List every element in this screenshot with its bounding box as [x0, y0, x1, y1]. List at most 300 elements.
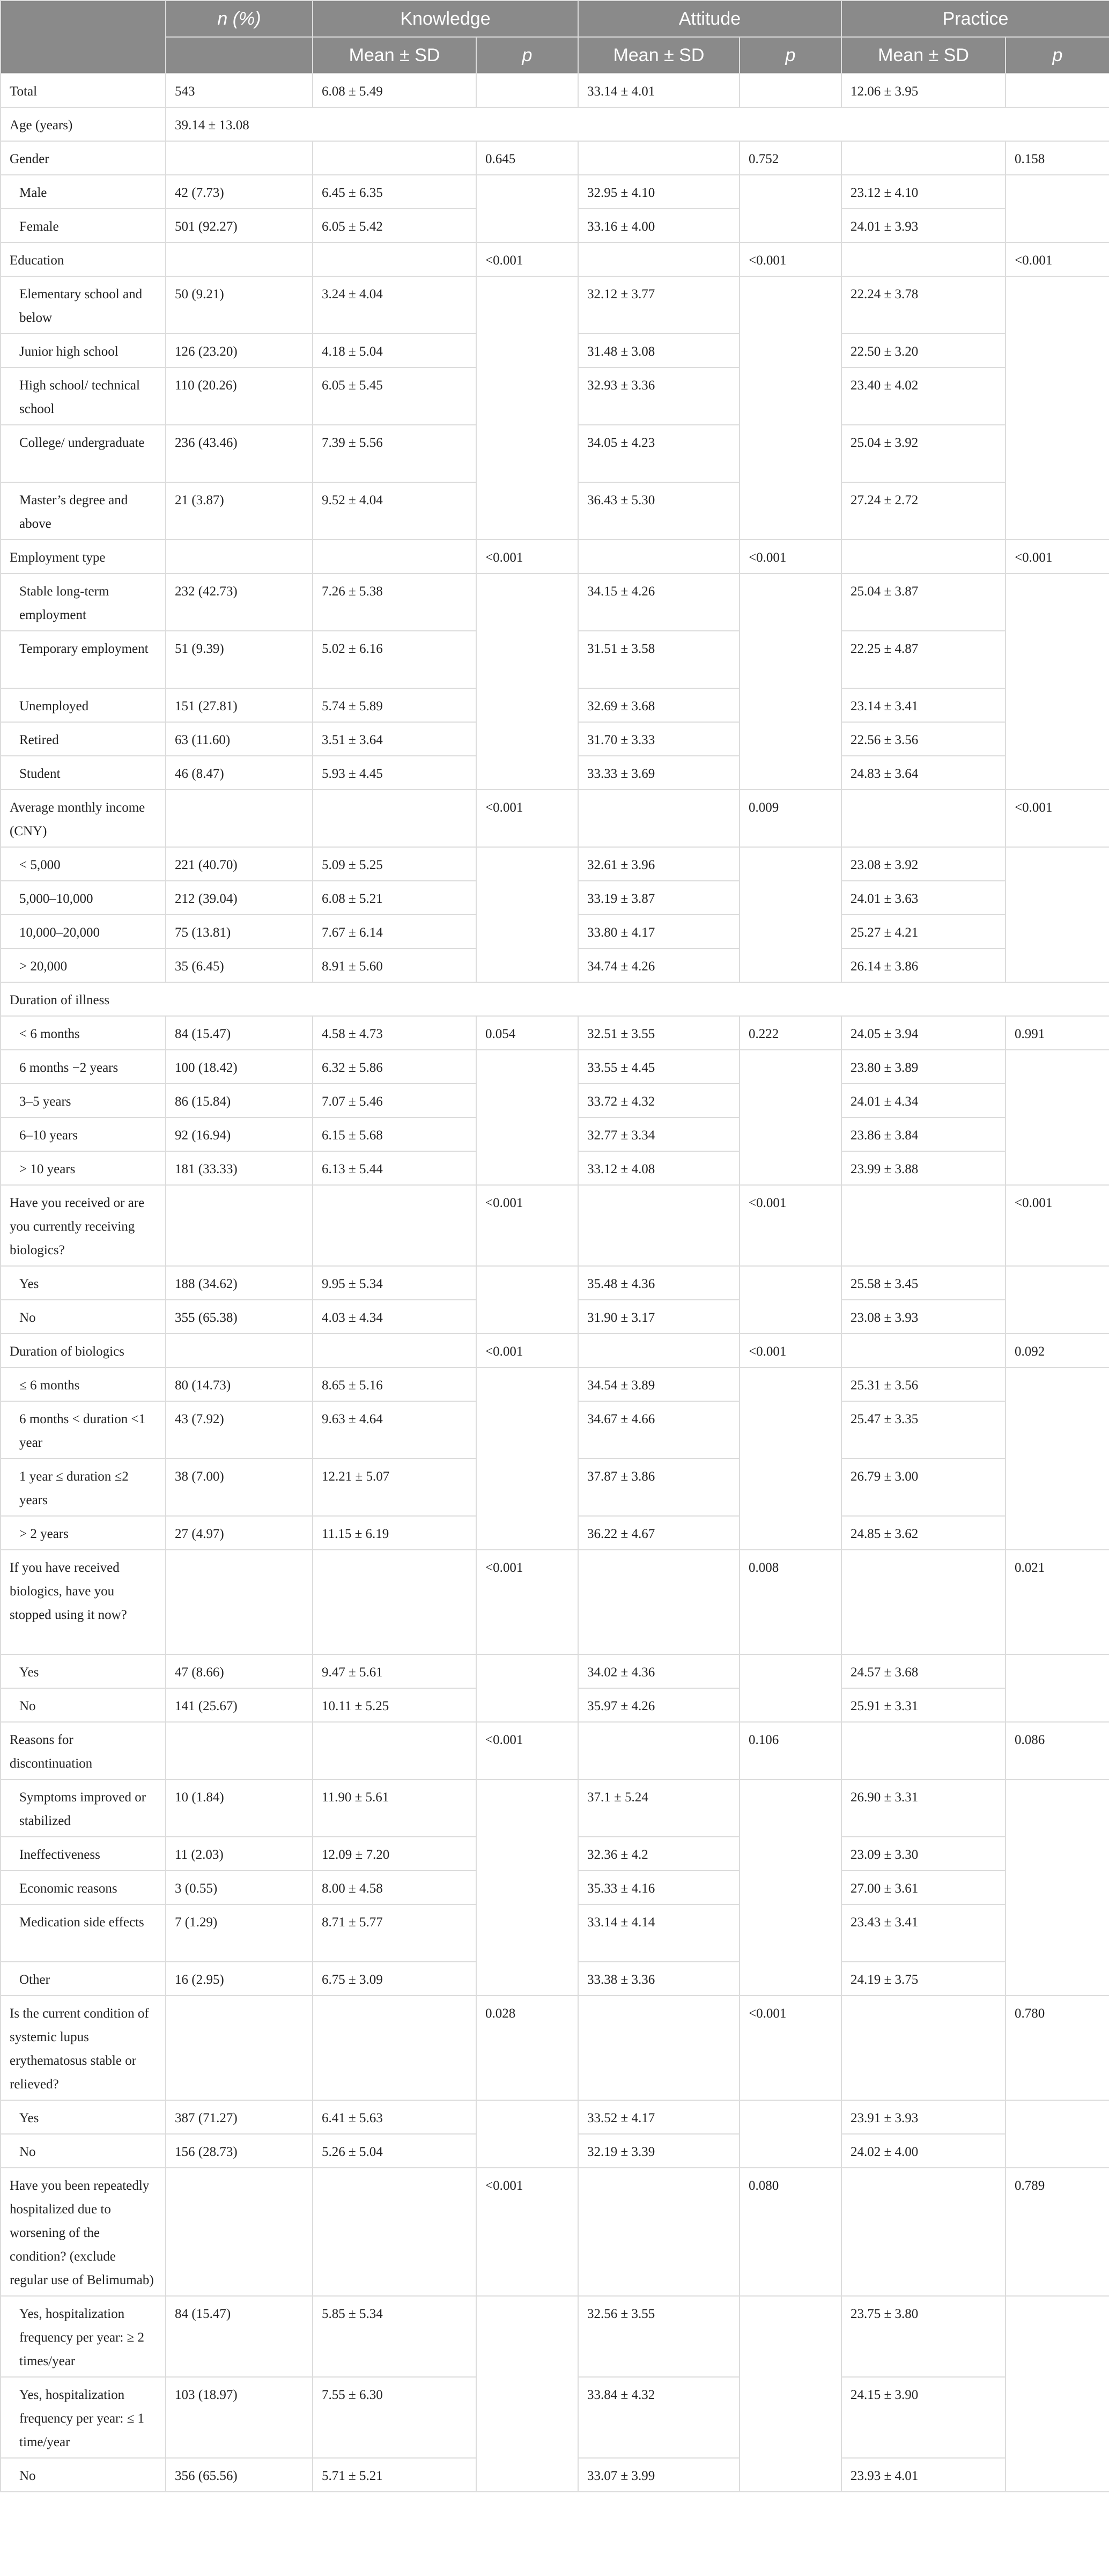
attitude-mean-cell: 31.90 ± 3.17	[578, 1300, 740, 1334]
n-cell: 100 (18.42)	[166, 1050, 313, 1084]
row-label: ≤ 6 months	[1, 1367, 166, 1401]
knowledge-mean-cell: 12.09 ± 7.20	[313, 1837, 476, 1871]
group-label: Duration of biologics	[1, 1334, 166, 1367]
attitude-p-cell	[740, 573, 841, 790]
knowledge-mean-cell: 6.75 ± 3.09	[313, 1962, 476, 1996]
attitude-mean-cell: 33.55 ± 4.45	[578, 1050, 740, 1084]
attitude-mean-cell	[578, 2168, 740, 2296]
practice-mean-cell	[841, 141, 1006, 175]
attitude-mean-cell: 33.14 ± 4.01	[578, 73, 740, 107]
row-label: 6 months −2 years	[1, 1050, 166, 1084]
knowledge-mean-cell: 8.91 ± 5.60	[313, 948, 476, 982]
n-cell: 110 (20.26)	[166, 367, 313, 425]
attitude-p-cell: 0.080	[740, 2168, 841, 2296]
knowledge-p-cell: <0.001	[476, 2168, 578, 2296]
attitude-mean-cell: 32.95 ± 4.10	[578, 175, 740, 209]
knowledge-p-cell	[476, 2296, 578, 2492]
practice-mean-cell: 24.57 ± 3.68	[841, 1654, 1006, 1688]
n-cell: 46 (8.47)	[166, 756, 313, 790]
n-cell: 501 (92.27)	[166, 209, 313, 242]
row-label: Temporary employment	[1, 631, 166, 688]
practice-p-cell: 0.991	[1006, 1016, 1109, 1050]
knowledge-p-cell: <0.001	[476, 1550, 578, 1654]
knowledge-p-cell: <0.001	[476, 790, 578, 847]
knowledge-mean-cell: 6.45 ± 6.35	[313, 175, 476, 209]
practice-mean-cell: 25.31 ± 3.56	[841, 1367, 1006, 1401]
practice-p-cell	[1006, 1266, 1109, 1334]
n-cell: 27 (4.97)	[166, 1516, 313, 1550]
table-row	[1, 982, 1109, 1016]
header-row-sub	[1, 37, 1109, 73]
practice-mean-cell: 24.01 ± 3.93	[841, 209, 1006, 242]
attitude-mean-cell: 33.38 ± 3.36	[578, 1962, 740, 1996]
n-cell: 236 (43.46)	[166, 425, 313, 482]
knowledge-mean-cell: 5.85 ± 5.34	[313, 2296, 476, 2377]
knowledge-mean-cell: 6.41 ± 5.63	[313, 2100, 476, 2134]
header-knowledge-mean: Mean ± SD	[313, 37, 476, 73]
row-label: Medication side effects	[1, 1904, 166, 1962]
knowledge-mean-cell: 7.39 ± 5.56	[313, 425, 476, 482]
row-label: Yes	[1, 2100, 166, 2134]
practice-mean-cell: 23.14 ± 3.41	[841, 688, 1006, 722]
attitude-mean-cell	[578, 1996, 740, 2100]
attitude-p-cell	[740, 1050, 841, 1185]
group-label: Gender	[1, 141, 166, 175]
attitude-mean-cell: 33.52 ± 4.17	[578, 2100, 740, 2134]
practice-p-cell: 0.780	[1006, 1996, 1109, 2100]
practice-mean-cell: 22.24 ± 3.78	[841, 276, 1006, 334]
attitude-p-cell: <0.001	[740, 242, 841, 276]
knowledge-mean-cell: 5.26 ± 5.04	[313, 2134, 476, 2168]
knowledge-p-cell	[476, 1654, 578, 1722]
knowledge-p-cell: <0.001	[476, 1722, 578, 1779]
knowledge-p-cell: <0.001	[476, 1185, 578, 1266]
n-cell: 21 (3.87)	[166, 482, 313, 540]
header-knowledge: Knowledge	[313, 1, 578, 37]
attitude-mean-cell: 31.51 ± 3.58	[578, 631, 740, 688]
table-row	[1, 141, 1109, 175]
knowledge-mean-cell	[313, 1996, 476, 2100]
n-cell: 103 (18.97)	[166, 2377, 313, 2458]
practice-mean-cell	[841, 540, 1006, 573]
row-label: Male	[1, 175, 166, 209]
attitude-mean-cell: 33.80 ± 4.17	[578, 915, 740, 948]
attitude-mean-cell: 32.12 ± 3.77	[578, 276, 740, 334]
group-label: Duration of illness	[1, 982, 1109, 1016]
attitude-mean-cell: 35.48 ± 4.36	[578, 1266, 740, 1300]
table-row	[1, 2168, 1109, 2296]
knowledge-mean-cell: 4.58 ± 4.73	[313, 1016, 476, 1050]
knowledge-mean-cell: 11.15 ± 6.19	[313, 1516, 476, 1550]
attitude-mean-cell: 33.33 ± 3.69	[578, 756, 740, 790]
n-cell: 355 (65.38)	[166, 1300, 313, 1334]
attitude-mean-cell: 35.97 ± 4.26	[578, 1688, 740, 1722]
attitude-mean-cell: 32.36 ± 4.2	[578, 1837, 740, 1871]
knowledge-mean-cell: 6.05 ± 5.42	[313, 209, 476, 242]
knowledge-mean-cell	[313, 540, 476, 573]
attitude-mean-cell: 32.51 ± 3.55	[578, 1016, 740, 1050]
attitude-mean-cell: 34.54 ± 3.89	[578, 1367, 740, 1401]
table-row	[1, 276, 1109, 334]
knowledge-mean-cell: 9.47 ± 5.61	[313, 1654, 476, 1688]
knowledge-mean-cell: 5.74 ± 5.89	[313, 688, 476, 722]
practice-mean-cell: 22.50 ± 3.20	[841, 334, 1006, 367]
n-cell	[166, 242, 313, 276]
n-cell	[166, 2168, 313, 2296]
attitude-mean-cell: 34.15 ± 4.26	[578, 573, 740, 631]
practice-mean-cell: 23.40 ± 4.02	[841, 367, 1006, 425]
practice-p-cell	[1006, 1779, 1109, 1996]
knowledge-p-cell: <0.001	[476, 242, 578, 276]
practice-mean-cell: 22.25 ± 4.87	[841, 631, 1006, 688]
practice-p-cell	[1006, 1654, 1109, 1722]
n-cell: 39.14 ± 13.08	[166, 107, 1109, 141]
practice-mean-cell: 26.14 ± 3.86	[841, 948, 1006, 982]
row-label: Master’s degree and above	[1, 482, 166, 540]
row-label: Age (years)	[1, 107, 166, 141]
knowledge-p-cell	[476, 175, 578, 242]
practice-mean-cell: 23.43 ± 3.41	[841, 1904, 1006, 1962]
table-row	[1, 1367, 1109, 1401]
row-label: Female	[1, 209, 166, 242]
practice-p-cell: <0.001	[1006, 540, 1109, 573]
knowledge-mean-cell: 6.08 ± 5.49	[313, 73, 476, 107]
attitude-p-cell: 0.752	[740, 141, 841, 175]
row-label: Yes, hospitalization frequency per year: ≥ 2 times/year	[1, 2296, 166, 2377]
row-label: Yes	[1, 1266, 166, 1300]
attitude-mean-cell: 33.19 ± 3.87	[578, 881, 740, 915]
attitude-p-cell	[740, 1779, 841, 1996]
attitude-mean-cell: 32.69 ± 3.68	[578, 688, 740, 722]
practice-p-cell	[1006, 2100, 1109, 2168]
practice-mean-cell: 23.08 ± 3.92	[841, 847, 1006, 881]
practice-mean-cell: 23.91 ± 3.93	[841, 2100, 1006, 2134]
group-label: Have you received or are you currently receiving biologics?	[1, 1185, 166, 1266]
practice-mean-cell: 23.99 ± 3.88	[841, 1151, 1006, 1185]
attitude-mean-cell: 32.61 ± 3.96	[578, 847, 740, 881]
knowledge-mean-cell: 7.07 ± 5.46	[313, 1084, 476, 1117]
header-practice-mean: Mean ± SD	[841, 37, 1006, 73]
attitude-mean-cell	[578, 1722, 740, 1779]
knowledge-mean-cell: 9.95 ± 5.34	[313, 1266, 476, 1300]
attitude-mean-cell: 32.93 ± 3.36	[578, 367, 740, 425]
table-row	[1, 1654, 1109, 1688]
table-header	[1, 1, 1109, 73]
attitude-mean-cell: 33.16 ± 4.00	[578, 209, 740, 242]
group-label: Employment type	[1, 540, 166, 573]
attitude-p-cell: <0.001	[740, 540, 841, 573]
practice-p-cell	[1006, 1367, 1109, 1550]
row-label: > 2 years	[1, 1516, 166, 1550]
knowledge-mean-cell	[313, 1550, 476, 1654]
n-cell: 16 (2.95)	[166, 1962, 313, 1996]
table-row	[1, 2100, 1109, 2134]
knowledge-mean-cell: 5.71 ± 5.21	[313, 2458, 476, 2492]
knowledge-mean-cell: 6.05 ± 5.45	[313, 367, 476, 425]
knowledge-p-cell	[476, 573, 578, 790]
knowledge-mean-cell: 8.65 ± 5.16	[313, 1367, 476, 1401]
n-cell: 63 (11.60)	[166, 722, 313, 756]
attitude-mean-cell	[578, 790, 740, 847]
knowledge-mean-cell: 7.26 ± 5.38	[313, 573, 476, 631]
knowledge-mean-cell: 3.24 ± 4.04	[313, 276, 476, 334]
n-cell: 141 (25.67)	[166, 1688, 313, 1722]
n-cell: 212 (39.04)	[166, 881, 313, 915]
knowledge-mean-cell: 4.18 ± 5.04	[313, 334, 476, 367]
n-cell: 38 (7.00)	[166, 1459, 313, 1516]
n-cell	[166, 1722, 313, 1779]
attitude-p-cell	[740, 73, 841, 107]
header-n: n (%)	[166, 1, 313, 37]
attitude-mean-cell: 32.19 ± 3.39	[578, 2134, 740, 2168]
practice-mean-cell: 24.83 ± 3.64	[841, 756, 1006, 790]
practice-mean-cell: 25.04 ± 3.87	[841, 573, 1006, 631]
row-label: Elementary school and below	[1, 276, 166, 334]
row-label: Unemployed	[1, 688, 166, 722]
n-cell: 543	[166, 73, 313, 107]
practice-mean-cell: 26.79 ± 3.00	[841, 1459, 1006, 1516]
practice-p-cell: 0.158	[1006, 141, 1109, 175]
group-label: Have you been repeatedly hospitalized due to worsening of the condition? (exclude regular use of Belimumab)	[1, 2168, 166, 2296]
n-cell	[166, 790, 313, 847]
practice-p-cell: 0.021	[1006, 1550, 1109, 1654]
attitude-p-cell	[740, 2296, 841, 2492]
knowledge-mean-cell: 6.32 ± 5.86	[313, 1050, 476, 1084]
row-label: No	[1, 2134, 166, 2168]
practice-mean-cell: 25.91 ± 3.31	[841, 1688, 1006, 1722]
row-label: > 10 years	[1, 1151, 166, 1185]
n-cell: 11 (2.03)	[166, 1837, 313, 1871]
header-practice: Practice	[841, 1, 1109, 37]
header-row-top	[1, 1, 1109, 37]
practice-mean-cell: 25.58 ± 3.45	[841, 1266, 1006, 1300]
n-cell: 156 (28.73)	[166, 2134, 313, 2168]
knowledge-mean-cell: 9.52 ± 4.04	[313, 482, 476, 540]
n-cell: 181 (33.33)	[166, 1151, 313, 1185]
n-cell	[166, 1185, 313, 1266]
attitude-mean-cell: 33.07 ± 3.99	[578, 2458, 740, 2492]
knowledge-mean-cell: 5.09 ± 5.25	[313, 847, 476, 881]
knowledge-mean-cell: 7.55 ± 6.30	[313, 2377, 476, 2458]
attitude-mean-cell: 33.14 ± 4.14	[578, 1904, 740, 1962]
n-cell: 75 (13.81)	[166, 915, 313, 948]
n-cell: 35 (6.45)	[166, 948, 313, 982]
table-row	[1, 573, 1109, 631]
knowledge-mean-cell	[313, 242, 476, 276]
practice-p-cell: 0.086	[1006, 1722, 1109, 1779]
practice-mean-cell: 23.86 ± 3.84	[841, 1117, 1006, 1151]
knowledge-p-cell	[476, 1266, 578, 1334]
practice-mean-cell: 25.47 ± 3.35	[841, 1401, 1006, 1459]
practice-mean-cell: 23.80 ± 3.89	[841, 1050, 1006, 1084]
practice-mean-cell: 27.24 ± 2.72	[841, 482, 1006, 540]
practice-mean-cell: 24.05 ± 3.94	[841, 1016, 1006, 1050]
attitude-p-cell	[740, 1266, 841, 1334]
row-label: 6–10 years	[1, 1117, 166, 1151]
practice-mean-cell	[841, 1550, 1006, 1654]
knowledge-mean-cell	[313, 1722, 476, 1779]
practice-p-cell	[1006, 276, 1109, 540]
table-row	[1, 2296, 1109, 2377]
knowledge-p-cell: 0.054	[476, 1016, 578, 1050]
practice-mean-cell	[841, 2168, 1006, 2296]
n-cell: 84 (15.47)	[166, 2296, 313, 2377]
practice-mean-cell: 26.90 ± 3.31	[841, 1779, 1006, 1837]
practice-mean-cell: 25.04 ± 3.92	[841, 425, 1006, 482]
knowledge-mean-cell: 6.08 ± 5.21	[313, 881, 476, 915]
group-label: Education	[1, 242, 166, 276]
knowledge-mean-cell: 6.13 ± 5.44	[313, 1151, 476, 1185]
attitude-mean-cell: 33.12 ± 4.08	[578, 1151, 740, 1185]
knowledge-mean-cell	[313, 790, 476, 847]
practice-p-cell	[1006, 1050, 1109, 1185]
knowledge-mean-cell: 12.21 ± 5.07	[313, 1459, 476, 1516]
n-cell: 151 (27.81)	[166, 688, 313, 722]
knowledge-p-cell	[476, 1050, 578, 1185]
practice-p-cell: 0.789	[1006, 2168, 1109, 2296]
table-row	[1, 1334, 1109, 1367]
attitude-p-cell	[740, 175, 841, 242]
attitude-p-cell: <0.001	[740, 1185, 841, 1266]
practice-mean-cell: 23.93 ± 4.01	[841, 2458, 1006, 2492]
practice-p-cell	[1006, 73, 1109, 107]
group-label: Reasons for discontinuation	[1, 1722, 166, 1779]
header-attitude: Attitude	[578, 1, 841, 37]
knowledge-mean-cell: 4.03 ± 4.34	[313, 1300, 476, 1334]
attitude-mean-cell: 32.56 ± 3.55	[578, 2296, 740, 2377]
knowledge-mean-cell	[313, 141, 476, 175]
attitude-mean-cell: 31.48 ± 3.08	[578, 334, 740, 367]
header-attitude-p: p	[740, 37, 841, 73]
practice-mean-cell: 22.56 ± 3.56	[841, 722, 1006, 756]
n-cell	[166, 540, 313, 573]
practice-mean-cell	[841, 242, 1006, 276]
knowledge-mean-cell: 8.00 ± 4.58	[313, 1871, 476, 1904]
row-label: High school/ technical school	[1, 367, 166, 425]
row-label: Student	[1, 756, 166, 790]
knowledge-mean-cell: 10.11 ± 5.25	[313, 1688, 476, 1722]
group-label: Is the current condition of systemic lupus erythematosus stable or relieved?	[1, 1996, 166, 2100]
n-cell: 80 (14.73)	[166, 1367, 313, 1401]
row-label: Stable long-term employment	[1, 573, 166, 631]
row-label: College/ undergraduate	[1, 425, 166, 482]
practice-mean-cell: 12.06 ± 3.95	[841, 73, 1006, 107]
practice-mean-cell: 23.75 ± 3.80	[841, 2296, 1006, 2377]
attitude-mean-cell: 34.05 ± 4.23	[578, 425, 740, 482]
header-practice-p: p	[1006, 37, 1109, 73]
attitude-mean-cell	[578, 1185, 740, 1266]
header-n-sub	[166, 37, 313, 73]
table-row	[1, 1996, 1109, 2100]
attitude-mean-cell: 34.67 ± 4.66	[578, 1401, 740, 1459]
knowledge-p-cell	[476, 2100, 578, 2168]
n-cell: 50 (9.21)	[166, 276, 313, 334]
table-row	[1, 242, 1109, 276]
attitude-mean-cell: 37.87 ± 3.86	[578, 1459, 740, 1516]
practice-mean-cell	[841, 1185, 1006, 1266]
table-row	[1, 1185, 1109, 1266]
n-cell	[166, 1996, 313, 2100]
practice-p-cell: <0.001	[1006, 790, 1109, 847]
row-label: < 6 months	[1, 1016, 166, 1050]
table-body	[1, 73, 1109, 2492]
n-cell: 47 (8.66)	[166, 1654, 313, 1688]
attitude-mean-cell	[578, 242, 740, 276]
practice-mean-cell	[841, 1996, 1006, 2100]
row-label: No	[1, 1300, 166, 1334]
n-cell: 387 (71.27)	[166, 2100, 313, 2134]
attitude-mean-cell: 37.1 ± 5.24	[578, 1779, 740, 1837]
row-label: Yes	[1, 1654, 166, 1688]
knowledge-mean-cell: 6.15 ± 5.68	[313, 1117, 476, 1151]
practice-mean-cell	[841, 790, 1006, 847]
practice-mean-cell: 27.00 ± 3.61	[841, 1871, 1006, 1904]
n-cell: 86 (15.84)	[166, 1084, 313, 1117]
attitude-mean-cell: 32.77 ± 3.34	[578, 1117, 740, 1151]
row-label: Symptoms improved or stabilized	[1, 1779, 166, 1837]
practice-mean-cell: 24.01 ± 3.63	[841, 881, 1006, 915]
attitude-p-cell: 0.009	[740, 790, 841, 847]
row-label: Yes, hospitalization frequency per year: ≤ 1 time/year	[1, 2377, 166, 2458]
practice-mean-cell	[841, 1722, 1006, 1779]
attitude-p-cell: <0.001	[740, 1996, 841, 2100]
practice-mean-cell	[841, 1334, 1006, 1367]
n-cell: 42 (7.73)	[166, 175, 313, 209]
attitude-p-cell	[740, 1654, 841, 1722]
attitude-p-cell: 0.222	[740, 1016, 841, 1050]
knowledge-p-cell: <0.001	[476, 540, 578, 573]
practice-p-cell: <0.001	[1006, 1185, 1109, 1266]
n-cell	[166, 1550, 313, 1654]
knowledge-mean-cell: 5.02 ± 6.16	[313, 631, 476, 688]
n-cell: 84 (15.47)	[166, 1016, 313, 1050]
knowledge-p-cell	[476, 1367, 578, 1550]
knowledge-mean-cell: 5.93 ± 4.45	[313, 756, 476, 790]
row-label: 1 year ≤ duration ≤2 years	[1, 1459, 166, 1516]
n-cell: 188 (34.62)	[166, 1266, 313, 1300]
practice-p-cell: <0.001	[1006, 242, 1109, 276]
practice-mean-cell: 23.12 ± 4.10	[841, 175, 1006, 209]
practice-p-cell: 0.092	[1006, 1334, 1109, 1367]
practice-p-cell	[1006, 2296, 1109, 2492]
n-cell: 10 (1.84)	[166, 1779, 313, 1837]
knowledge-p-cell	[476, 276, 578, 540]
knowledge-mean-cell: 8.71 ± 5.77	[313, 1904, 476, 1962]
n-cell	[166, 1334, 313, 1367]
n-cell	[166, 141, 313, 175]
table-row	[1, 1550, 1109, 1654]
row-label: No	[1, 2458, 166, 2492]
row-label: 6 months < duration <1 year	[1, 1401, 166, 1459]
n-cell: 43 (7.92)	[166, 1401, 313, 1459]
table-row	[1, 107, 1109, 141]
attitude-p-cell	[740, 847, 841, 982]
n-cell: 51 (9.39)	[166, 631, 313, 688]
knowledge-p-cell	[476, 73, 578, 107]
table-row	[1, 73, 1109, 107]
row-label: Retired	[1, 722, 166, 756]
knowledge-p-cell: 0.028	[476, 1996, 578, 2100]
attitude-p-cell	[740, 2100, 841, 2168]
attitude-mean-cell	[578, 540, 740, 573]
knowledge-mean-cell	[313, 1185, 476, 1266]
table-row	[1, 1266, 1109, 1300]
practice-p-cell	[1006, 847, 1109, 982]
practice-p-cell	[1006, 175, 1109, 242]
attitude-mean-cell: 35.33 ± 4.16	[578, 1871, 740, 1904]
table-row	[1, 1779, 1109, 1837]
n-cell: 126 (23.20)	[166, 334, 313, 367]
